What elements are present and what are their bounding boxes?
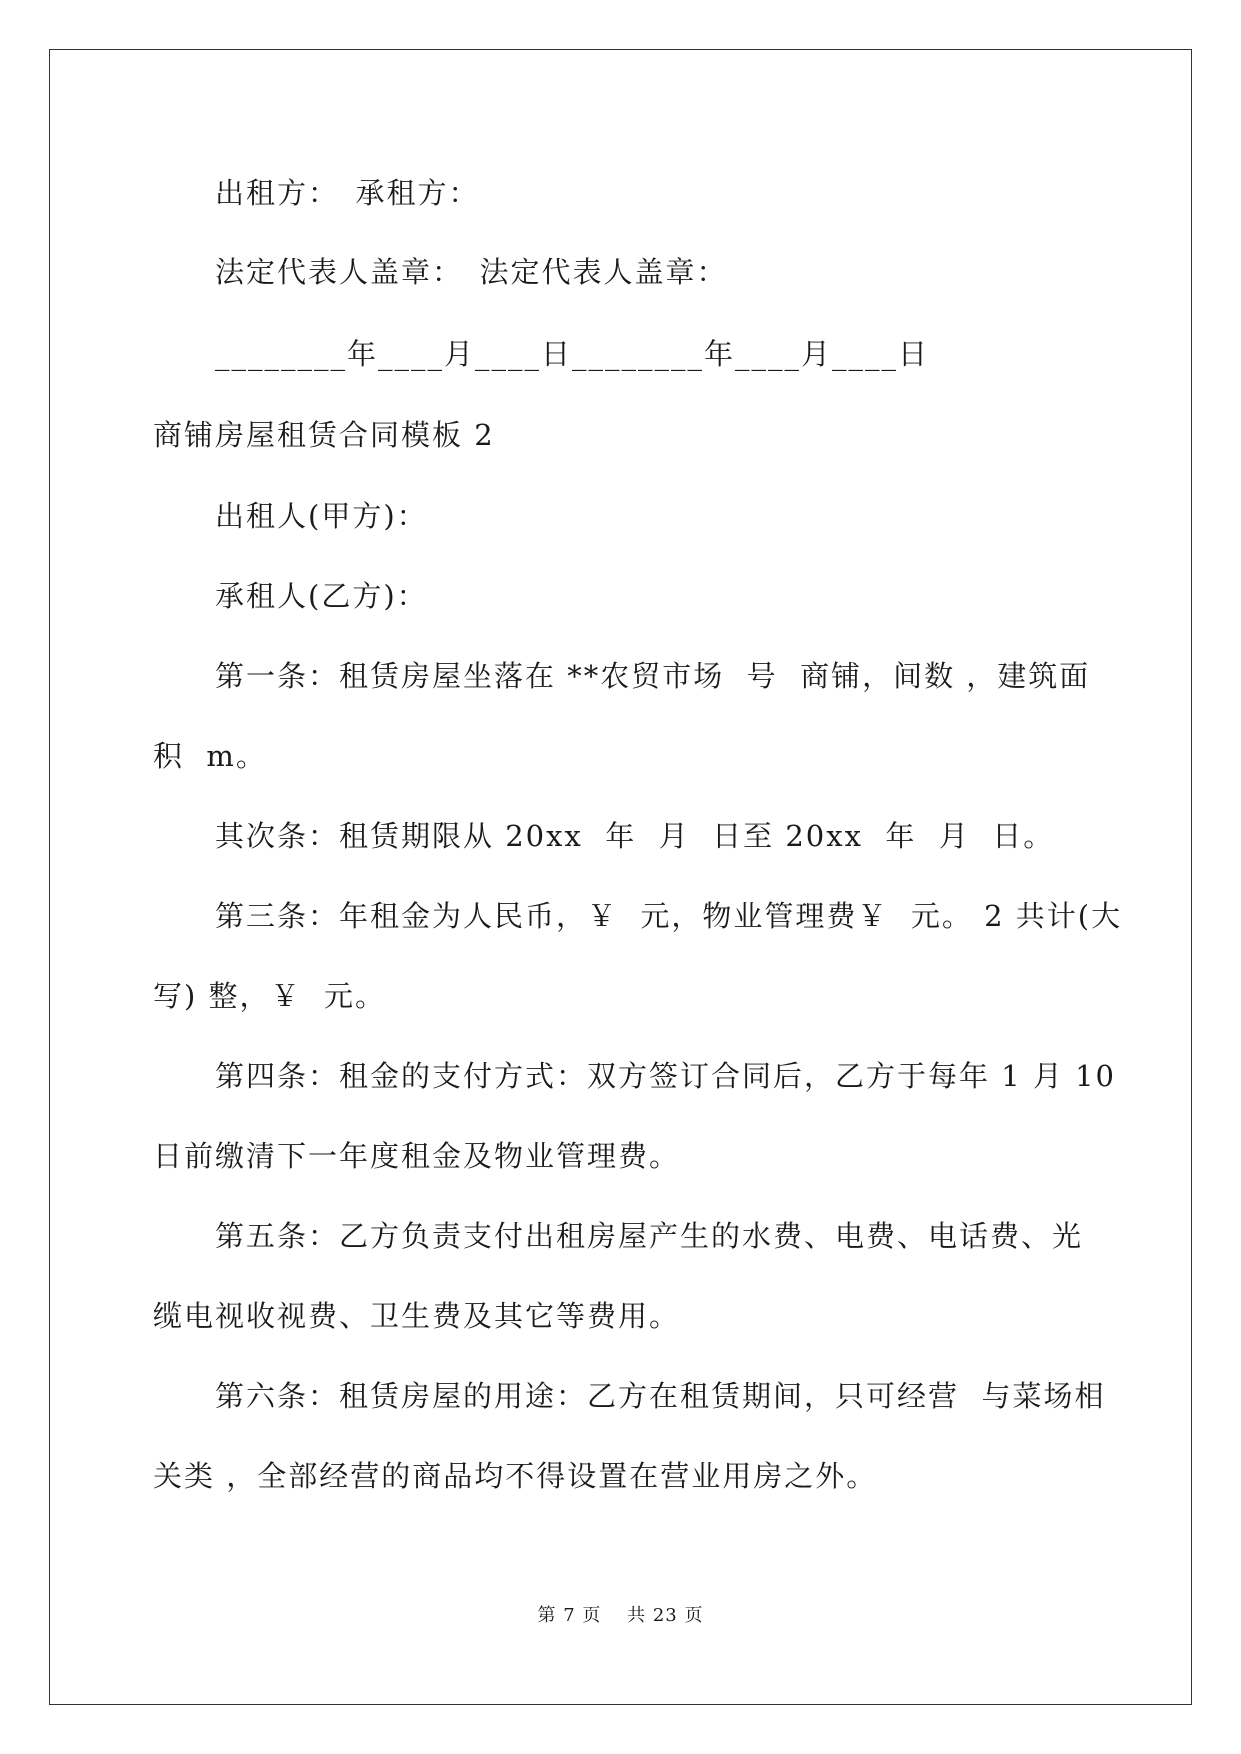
article-3-line-1: 第三条：年租金为人民币，￥ 元，物业管理费￥ 元。 2 共计(大 bbox=[215, 899, 1123, 933]
article-3-line-2: 写) 整，￥ 元。 bbox=[153, 979, 386, 1013]
date-line: ________年____月____日________年____月____日 bbox=[215, 337, 930, 371]
article-6-line-1: 第六条：租赁房屋的用途：乙方在租赁期间，只可经营 与菜场相 bbox=[215, 1379, 1106, 1413]
article-4-line-2: 日前缴清下一年度租金及物业管理费。 bbox=[153, 1139, 681, 1173]
lessee-line: 承租人(乙方)： bbox=[215, 579, 428, 613]
article-5-line-2: 缆电视收视费、卫生费及其它等费用。 bbox=[153, 1299, 681, 1333]
section-title: 商铺房屋租赁合同模板 2 bbox=[153, 418, 495, 452]
article-1-line-2: 积 m。 bbox=[153, 739, 267, 773]
lessor-line: 出租人(甲方)： bbox=[215, 499, 428, 533]
article-6-line-2: 关类 ，全部经营的商品均不得设置在营业用房之外。 bbox=[153, 1459, 878, 1493]
article-4-line-1: 第四条：租金的支付方式：双方签订合同后，乙方于每年 1 月 10 bbox=[215, 1059, 1117, 1093]
signature-parties-line: 出租方： 承租方： bbox=[215, 176, 480, 210]
page-number: 第 7 页 共 23 页 bbox=[537, 1605, 704, 1626]
article-2-line: 其次条：租赁期限从 20xx 年 月 日至 20xx 年 月 日。 bbox=[215, 819, 1055, 853]
article-5-line-1: 第五条：乙方负责支付出租房屋产生的水费、电费、电话费、光 bbox=[215, 1219, 1084, 1253]
legal-rep-seal-line: 法定代表人盖章： 法定代表人盖章： bbox=[215, 255, 728, 289]
article-1-line-1: 第一条：租赁房屋坐落在 **农贸市场 号 商铺，间数 ，建筑面 bbox=[215, 659, 1091, 693]
